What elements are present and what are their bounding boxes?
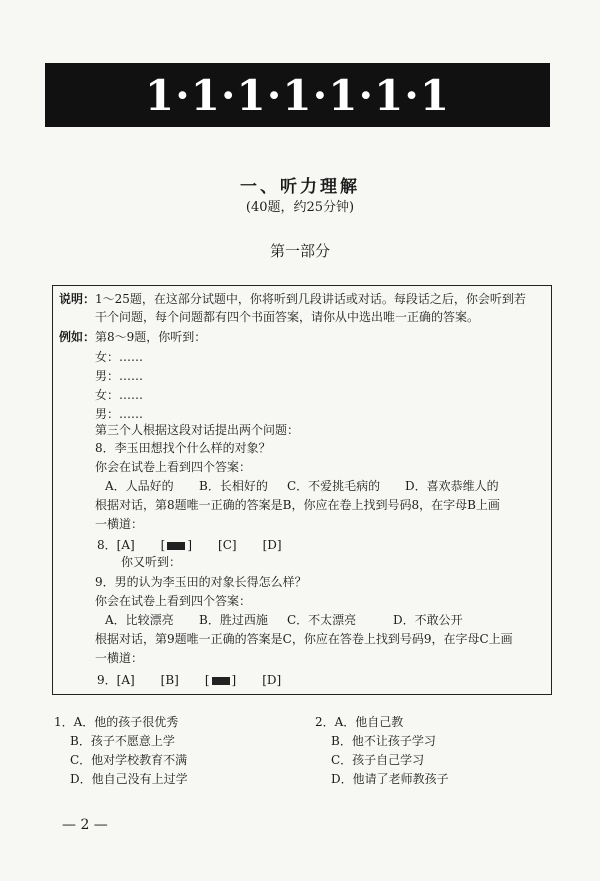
q9-sheet-num: 9． xyxy=(97,673,117,687)
note-label: 说明： xyxy=(59,292,96,306)
page-number: — 2 — xyxy=(62,817,108,833)
dialogue-line: 女：…… xyxy=(95,388,144,402)
q9-option-a: A．比较漂亮 xyxy=(105,613,174,627)
example-label: 例如： xyxy=(59,330,96,344)
q8-answer-sheet xyxy=(97,536,308,553)
q9-option-d: D．不敢公开 xyxy=(393,613,463,627)
dialogue-line: 女：…… xyxy=(95,350,144,364)
q8-option-b: B．长相好的 xyxy=(199,479,268,493)
q1-option-c: C．他对学校教育不满 xyxy=(70,753,188,767)
q8-explain-2: 一横道： xyxy=(95,517,144,531)
q9-answer-sheet xyxy=(97,671,307,688)
question-8: 8．李玉田想找个什么样的对象？ xyxy=(95,441,271,455)
q8-bubble-d: [D] xyxy=(262,538,282,552)
example-intro: 第8～9题，你听到： xyxy=(95,330,207,344)
q9-option-c: C．不太漂亮 xyxy=(287,613,357,627)
q2-option-b: B．他不让孩子学习 xyxy=(331,734,436,748)
q2-option-d: D．他请了老师教孩子 xyxy=(331,772,449,786)
note-text-1: 1～25题，在这部分试题中，你将听到几段讲话或对话。每段话之后，你会听到若 xyxy=(95,292,526,306)
q8-option-a: A．人品好的 xyxy=(105,479,174,493)
see-four-answers-2: 你会在试卷上看到四个答案： xyxy=(95,594,252,608)
page-banner: 1·1·1·1·1·1·1 xyxy=(45,63,550,127)
q9-option-b: B．胜过西施 xyxy=(199,613,268,627)
section-subtitle: (40题，约25分钟) xyxy=(245,200,355,215)
q9-bubble-a: [A] xyxy=(116,673,135,687)
you-hear-again: 你又听到： xyxy=(121,555,182,569)
note-line-2: 干个问题，每个问题都有四个书面答案，请你从中选出唯一正确的答案。 xyxy=(95,310,480,324)
part-title: 第一部分 xyxy=(269,242,330,260)
q1-option-d: D．他自己没有上过学 xyxy=(70,772,188,786)
q8-explain-1: 根据对话，第8题唯一正确的答案是B，你应在卷上找到号码8，在字母B上画 xyxy=(95,498,500,512)
q9-bubble-b: [B] xyxy=(160,673,179,687)
question-9: 9．男的认为李玉田的对象长得怎么样？ xyxy=(95,575,307,589)
q9-explain-1: 根据对话，第9题唯一正确的答案是C，你应在答卷上找到号码9，在字母C上画 xyxy=(95,632,513,646)
q8-bubble-a: [A] xyxy=(116,538,135,552)
section-title: 一、听力理解 xyxy=(240,177,360,197)
q9-bubble-d: [D] xyxy=(262,673,282,687)
q8-bubble-c: [C] xyxy=(218,538,237,552)
third-person-line: 第三个人根据这段对话提出两个问题： xyxy=(95,423,300,437)
q2-option-a: 2．A．他自己教 xyxy=(315,715,404,729)
q9-bubble-c-filled: [ ] xyxy=(204,673,237,687)
example-line xyxy=(59,330,206,345)
note-line-1 xyxy=(59,292,526,307)
q8-option-c: C．不爱挑毛病的 xyxy=(287,479,381,493)
q2-option-c: C．孩子自己学习 xyxy=(331,753,425,767)
q9-explain-2: 一横道： xyxy=(95,651,144,665)
q8-bubble-b-filled: [ ] xyxy=(160,538,193,552)
dialogue-line: 男：…… xyxy=(95,407,144,421)
dialogue-line: 男：…… xyxy=(95,369,144,383)
q8-option-d: D．喜欢恭维人的 xyxy=(405,479,499,493)
instructions-box xyxy=(52,285,552,695)
q8-sheet-num: 8． xyxy=(97,538,117,552)
see-four-answers: 你会在试卷上看到四个答案： xyxy=(95,460,252,474)
q1-option-b: B．孩子不愿意上学 xyxy=(70,734,175,748)
q1-option-a: 1．A．他的孩子很优秀 xyxy=(54,715,179,729)
